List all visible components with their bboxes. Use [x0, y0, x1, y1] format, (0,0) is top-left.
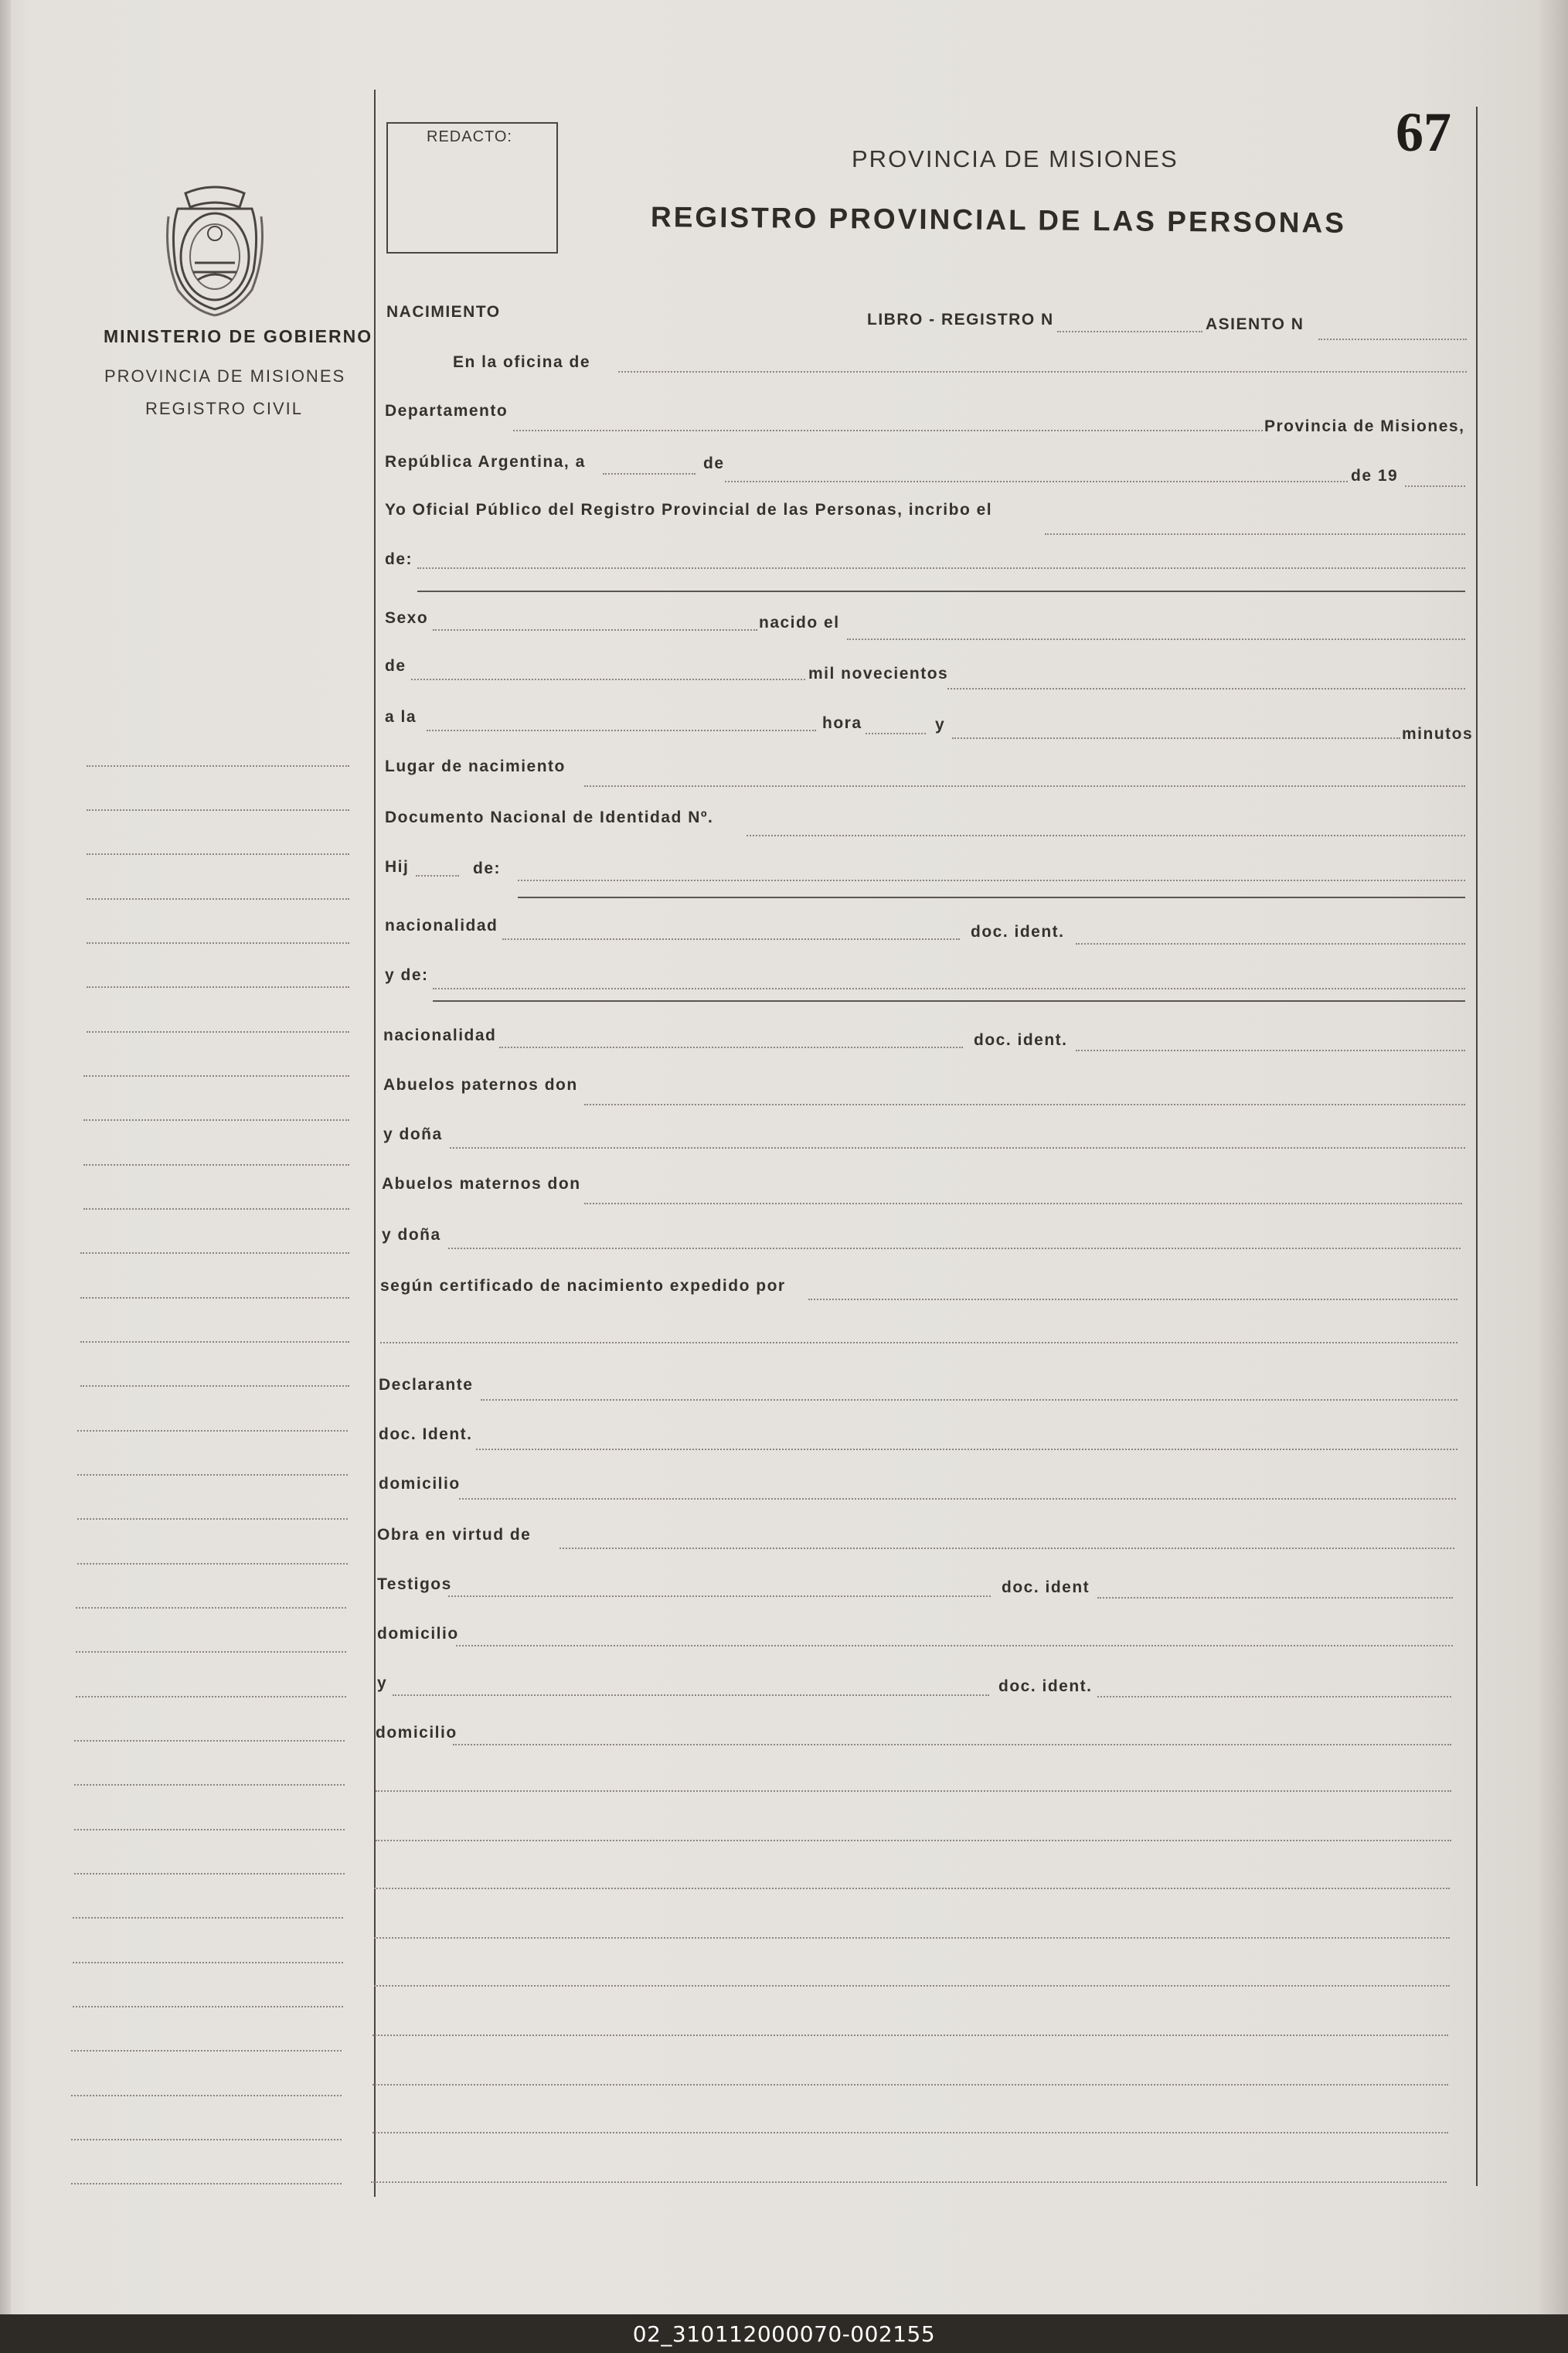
name-underline: [417, 591, 1465, 592]
blank-line[interactable]: [374, 1985, 1450, 1987]
margin-line: [77, 1474, 348, 1476]
abuelos-paternos-field[interactable]: [584, 1104, 1465, 1105]
right-margin-rule: [1476, 107, 1478, 2186]
margin-line: [74, 1829, 345, 1830]
y-dona-1-field[interactable]: [450, 1147, 1465, 1149]
year-field[interactable]: [1405, 485, 1465, 487]
republica-day-field[interactable]: [603, 473, 696, 475]
segun-certificado-label: según certificado de nacimiento expedido por: [380, 1277, 786, 1295]
a-la-field[interactable]: [427, 730, 816, 731]
doc-ident-1-label: doc. ident.: [971, 923, 1065, 941]
oficina-field[interactable]: [618, 371, 1467, 373]
nacido-el-label: nacido el: [759, 614, 840, 632]
doc-ident-1-field[interactable]: [1076, 943, 1465, 945]
doc-ident-2-label: doc. ident.: [974, 1031, 1068, 1049]
sidebar-ministry: MINISTERIO DE GOBIERNO: [104, 326, 373, 346]
margin-line: [74, 1873, 345, 1875]
libro-registro-label: LIBRO - REGISTRO N: [867, 311, 1054, 329]
lugar-nacimiento-field[interactable]: [584, 785, 1465, 787]
blank-line[interactable]: [376, 1790, 1451, 1792]
margin-line: [76, 1607, 346, 1609]
image-id-label: 02_310112000070-002155: [632, 2321, 936, 2347]
hij-de-field[interactable]: [518, 880, 1465, 881]
blank-line[interactable]: [372, 2084, 1448, 2086]
margin-line: [87, 942, 349, 944]
domicilio-1-field[interactable]: [459, 1498, 1456, 1500]
abuelos-maternos-field[interactable]: [584, 1203, 1462, 1204]
margin-line: [77, 1518, 348, 1520]
abuelos-maternos-label: Abuelos maternos don: [382, 1175, 581, 1193]
yo-oficial-field[interactable]: [1045, 533, 1465, 535]
departamento-field[interactable]: [513, 430, 1263, 431]
margin-line: [87, 853, 349, 855]
header-province: PROVINCIA DE MISIONES: [852, 145, 1179, 172]
sidebar-province: PROVINCIA DE MISIONES: [104, 366, 346, 386]
margin-line: [76, 1696, 346, 1697]
nacionalidad-1-field[interactable]: [502, 938, 960, 940]
de-hij-label: de:: [473, 860, 501, 877]
margin-line: [76, 1651, 346, 1653]
margin-line: [83, 1075, 349, 1077]
y-test-field[interactable]: [393, 1694, 989, 1696]
hij-label: Hij: [385, 858, 410, 876]
margin-line: [73, 1917, 343, 1919]
obra-virtud-label: Obra en virtud de: [377, 1526, 532, 1544]
de-colon-label: de:: [385, 550, 413, 568]
doc-ident-decl-field[interactable]: [476, 1449, 1457, 1450]
margin-line: [83, 1119, 349, 1121]
doc-ident-2-field[interactable]: [1076, 1050, 1465, 1051]
y-de-label: y de:: [385, 966, 429, 984]
sexo-label: Sexo: [385, 609, 429, 627]
segun-certificado-field[interactable]: [808, 1299, 1457, 1300]
hora-field[interactable]: [866, 733, 926, 734]
abuelos-paternos-label: Abuelos paternos don: [383, 1076, 578, 1094]
testigos-field[interactable]: [448, 1595, 991, 1597]
segun-certificado-field-2[interactable]: [380, 1342, 1457, 1343]
margin-line: [83, 1164, 349, 1166]
margin-line: [74, 1740, 345, 1742]
margin-line: [80, 1252, 349, 1254]
page-right-edge: [1540, 0, 1568, 2314]
lugar-nacimiento-label: Lugar de nacimiento: [385, 758, 566, 775]
margin-line: [87, 1031, 349, 1033]
doc-ident-test2-field[interactable]: [1097, 1696, 1451, 1697]
provincial-seal-icon: [162, 186, 267, 317]
de-field-2[interactable]: [411, 679, 805, 680]
asiento-label: ASIENTO N: [1206, 315, 1304, 333]
yo-oficial-label: Yo Oficial Público del Registro Provincial de las Personas, incribo el: [385, 501, 993, 519]
margin-line: [77, 1563, 348, 1565]
name-field[interactable]: [417, 567, 1465, 569]
doc-ident-test-label: doc. ident: [1002, 1578, 1090, 1596]
de-label-2: de: [385, 657, 406, 675]
margin-line: [77, 1430, 348, 1432]
header-registry-title: REGISTRO PROVINCIAL DE LAS PERSONAS: [650, 201, 1347, 239]
domicilio-3-field[interactable]: [453, 1744, 1451, 1745]
nacimiento-label: NACIMIENTO: [386, 303, 501, 321]
margin-line: [80, 1297, 349, 1299]
margin-line: [74, 1784, 345, 1786]
margin-line: [73, 2006, 343, 2007]
margin-line: [87, 898, 349, 900]
image-id-bar: [0, 2314, 1568, 2353]
sexo-field[interactable]: [433, 629, 757, 631]
blank-line[interactable]: [372, 2035, 1448, 2036]
republica-label: República Argentina, a: [385, 453, 586, 471]
y-label: y: [935, 716, 946, 734]
mil-novecientos-label: mil novecientos: [808, 665, 949, 683]
y-dona-1-label: y doña: [383, 1125, 443, 1143]
y-test-label: y: [377, 1674, 388, 1692]
declarante-label: Declarante: [379, 1376, 474, 1394]
margin-line: [83, 1208, 349, 1210]
republica-month-field[interactable]: [725, 481, 1348, 482]
y-de-field[interactable]: [433, 988, 1465, 989]
asiento-field[interactable]: [1318, 339, 1467, 340]
documento-nacional-field[interactable]: [747, 835, 1465, 836]
blank-line[interactable]: [371, 2181, 1447, 2183]
page-left-edge: [0, 0, 11, 2314]
provincia-misiones-label: Provincia de Misiones,: [1264, 417, 1465, 435]
nacionalidad-2-field[interactable]: [499, 1047, 963, 1048]
blank-line[interactable]: [374, 1937, 1450, 1939]
documento-nacional-label: Documento Nacional de Identidad Nº.: [385, 809, 714, 826]
mil-novecientos-field[interactable]: [947, 688, 1465, 690]
domicilio-2-label: domicilio: [377, 1625, 459, 1643]
hij-underline: [518, 897, 1465, 898]
y-dona-2-field[interactable]: [448, 1248, 1461, 1249]
y-de-underline: [433, 1000, 1465, 1002]
margin-line: [71, 2095, 342, 2096]
nacido-el-field[interactable]: [847, 638, 1465, 640]
doc-ident-decl-label: doc. Ident.: [379, 1425, 473, 1443]
margin-line: [87, 986, 349, 988]
blank-line[interactable]: [374, 1888, 1450, 1889]
margin-line: [87, 809, 349, 811]
departamento-label: Departamento: [385, 402, 508, 420]
doc-ident-test2-label: doc. ident.: [998, 1677, 1093, 1695]
de-19-label: de 19: [1351, 467, 1399, 485]
y-dona-2-label: y doña: [382, 1226, 441, 1244]
republica-de-label: de: [703, 455, 725, 472]
margin-line: [80, 1341, 349, 1343]
en-la-oficina-label: En la oficina de: [453, 353, 591, 371]
margin-line: [73, 1962, 343, 1963]
hij-suffix-field[interactable]: [416, 875, 459, 877]
margin-line: [87, 765, 349, 767]
margin-line: [71, 2183, 342, 2184]
blank-line[interactable]: [376, 1840, 1451, 1841]
a-la-label: a la: [385, 708, 417, 726]
margin-line: [71, 2050, 342, 2052]
redacto-label: REDACTO:: [427, 128, 512, 145]
doc-ident-test-field[interactable]: [1097, 1597, 1453, 1599]
testigos-label: Testigos: [377, 1575, 452, 1593]
minutos-label: minutos: [1402, 725, 1474, 743]
obra-virtud-field[interactable]: [560, 1548, 1454, 1549]
domicilio-1-label: domicilio: [379, 1475, 461, 1493]
left-margin-rule: [374, 90, 376, 2197]
hora-label: hora: [822, 714, 862, 732]
sidebar-registry: REGISTRO CIVIL: [145, 399, 304, 418]
margin-line: [80, 1385, 349, 1387]
blank-line[interactable]: [372, 2132, 1448, 2133]
declarante-field[interactable]: [481, 1399, 1457, 1401]
minutes-field[interactable]: [952, 737, 1400, 739]
libro-registro-field[interactable]: [1057, 331, 1202, 332]
nacionalidad-2-label: nacionalidad: [383, 1027, 497, 1044]
margin-line: [71, 2139, 342, 2140]
domicilio-2-field[interactable]: [456, 1645, 1453, 1646]
nacionalidad-1-label: nacionalidad: [385, 917, 498, 935]
domicilio-3-label: domicilio: [376, 1724, 457, 1742]
page-number: 67: [1396, 101, 1451, 163]
